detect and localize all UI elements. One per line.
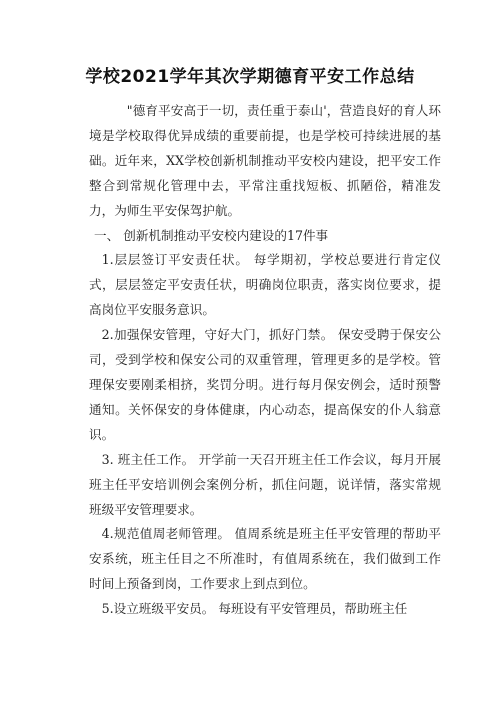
intro-paragraph: "德育平安高于一切，责任重于泰山'，营造良好的育人环境是学校取得优异成绩的重要前提，也是学校可持续进展的基础。近年来，XX学校创新机制推动平安校内建设，把平安工作整合到常规化管理中去，平常注重找短板、抓陋俗，精准发力，为师生平安保驾护航。 <box>89 103 441 218</box>
list-item: 5.设立班级平安员。 每班设有平安管理员，帮助班主任 <box>101 601 408 617</box>
list-item: 1.层层签订平安责任状。 每学期初，学校总要进行肯定仪式，层层签定平安责任状，明确岗位职责，落实岗位要求，提高岗位平安服务意识。 <box>89 252 441 318</box>
list-item: 3. 班主任工作。 开学前一天召开班主任工作会议，每月开展班主任平安培训例会案例分析，抓住问题，说详情，落实常规班级平安管理要求。 <box>89 451 441 517</box>
list-item: 4.规范值周老师管理。 值周系统是班主任平安管理的帮助平安系统，班主任目之不所准时，有值周系统在，我们做到工作时间上预备到岗，工作要求上到点到位。 <box>89 526 441 592</box>
list-item: 2.加强保安管理，守好大门，抓好门禁。 保安受聘于保安公司，受到学校和保安公司的双重管理，管理更多的是学校。管理保安要刚柔相挤，奖罚分明。进行每月保安例会，适时预警通知。关怀保安的身体健康，内心动态，提高保安的仆人翁意识。 <box>89 327 441 442</box>
section-heading: 一、 创新机制推动平安校内建设的17件事 <box>94 227 329 243</box>
document-body <box>89 99 441 622</box>
document-title: 学校2021学年其次学期德育平安工作总结 <box>85 67 415 87</box>
